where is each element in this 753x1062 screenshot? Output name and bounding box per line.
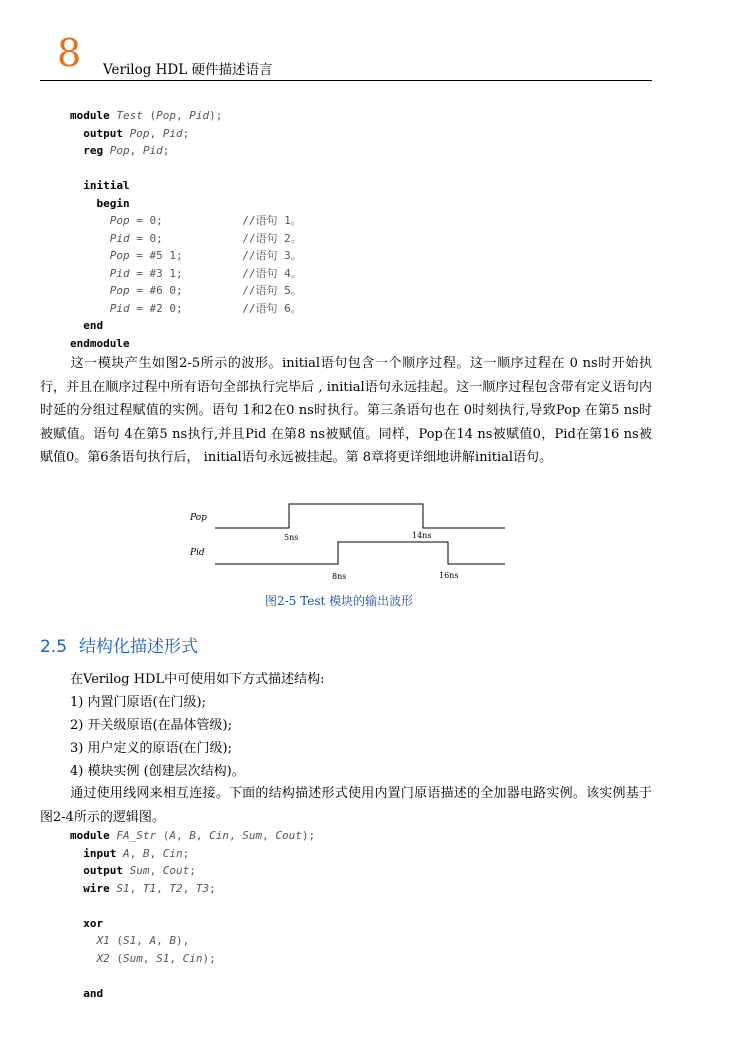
code-identifier: Pid xyxy=(109,266,130,280)
code-text: , xyxy=(136,934,150,947)
pid-waveform xyxy=(215,542,505,564)
code-text: ); xyxy=(209,109,223,122)
code-text: ; xyxy=(162,144,170,157)
code-identifier: Pop xyxy=(109,249,130,262)
code-text: , xyxy=(176,829,190,842)
code-text: , xyxy=(229,829,243,842)
waveform-figure xyxy=(185,496,515,586)
code-identifier: Pid xyxy=(189,109,210,122)
code-text: ( xyxy=(142,109,157,122)
code-identifier: A xyxy=(169,829,176,842)
code-text xyxy=(70,987,83,1000)
paragraph-test-description xyxy=(40,352,652,470)
code-identifier: T1 xyxy=(142,881,157,895)
code-identifier: Pid xyxy=(109,231,130,245)
code-identifier: Sum xyxy=(123,951,143,965)
waveform-diagram xyxy=(185,496,515,586)
code-text: , xyxy=(149,126,163,140)
code-line xyxy=(70,848,189,859)
code-line xyxy=(70,198,130,209)
code-text: , xyxy=(129,144,143,157)
code-text xyxy=(70,179,83,192)
code-text xyxy=(70,952,97,965)
code-text: , xyxy=(129,846,143,860)
section-number: 2.5 xyxy=(40,637,68,657)
code-text: , xyxy=(169,951,183,965)
code-identifier: Sum xyxy=(242,829,263,842)
code-text xyxy=(70,197,97,210)
code-text xyxy=(70,864,83,877)
code-line xyxy=(70,338,130,349)
code-text: ( xyxy=(109,951,123,965)
code-text xyxy=(70,249,110,262)
code-identifier: S1 xyxy=(156,951,170,965)
paragraph-text: 这一模块产生如图2-5所示的波形。initial语句包含一个顺序过程。这一顺序过程在 0 ns时开始执行，并且在顺序过程中所有语句全部执行完毕后 , initial语句永远挂起。这一顺序过程包含带有定义语句内时延的分组过程赋值的实例。语句 1和2在0 ns时执行。第三条语句也在 0时刻执行,导致Pop 在第5 ns时被赋值。语句 4在第5 ns执行,并且Pid 在第8 ns被赋值。同样，Pop在14 ns被赋值0，Pid在第16 ns被赋值0。第6条语句执行后， initial语句永远被挂起。第 8章将更详细地讲解initial语句。 xyxy=(40,356,652,466)
page-number: 8 xyxy=(57,31,82,75)
list-item: 3) 用户定义的原语(在门级); xyxy=(70,741,232,756)
code-text: = #2 0; xyxy=(129,301,243,315)
list-item: 2) 开关级原语(在晶体管级); xyxy=(70,718,232,733)
code-identifier: Pid xyxy=(162,126,183,140)
code-block-fa-str-module xyxy=(70,830,630,1010)
code-text: , xyxy=(149,864,163,877)
page-header xyxy=(0,0,753,90)
code-line xyxy=(70,250,302,261)
code-identifier: Cin xyxy=(162,846,183,860)
code-line xyxy=(70,935,189,946)
code-line xyxy=(70,285,302,296)
code-text xyxy=(70,847,83,860)
code-text: ), xyxy=(176,934,190,947)
code-text xyxy=(70,319,83,332)
list-item: 1) 内置门原语(在门级); xyxy=(70,695,206,710)
code-text xyxy=(70,267,110,280)
code-text xyxy=(70,934,97,947)
signal-label-pid: Pid xyxy=(190,548,205,558)
code-keyword: and xyxy=(83,986,104,1000)
code-identifier: S1 xyxy=(116,881,130,895)
code-identifier: B xyxy=(169,934,176,947)
code-text: ( xyxy=(109,934,123,947)
code-text: = #3 1; xyxy=(129,266,243,280)
code-line xyxy=(70,110,222,121)
code-line xyxy=(70,303,302,314)
code-identifier: Pop xyxy=(156,109,176,122)
code-text xyxy=(70,127,83,140)
paragraph-text: 通过使用线网来相互连接。下面的结构描述形式使用内置门原语描述的全加器电路实例。该实例基于图2-4所示的逻辑图。 xyxy=(40,786,652,825)
code-text: , xyxy=(195,829,210,842)
header-rule xyxy=(40,80,652,81)
code-identifier: T3 xyxy=(195,881,210,895)
code-text: , xyxy=(156,881,170,895)
code-identifier: Pop xyxy=(129,126,150,140)
code-line xyxy=(70,865,196,876)
code-identifier: Pop xyxy=(109,144,130,157)
code-comment: //语句 4。 xyxy=(242,266,302,280)
code-text xyxy=(123,127,130,140)
code-text xyxy=(70,917,83,930)
code-identifier: A xyxy=(149,934,157,947)
code-line xyxy=(70,215,302,226)
code-keyword: begin xyxy=(96,196,130,210)
code-text xyxy=(70,232,110,245)
code-text xyxy=(70,284,110,297)
time-label-8ns: 8ns xyxy=(332,572,347,581)
code-comment: //语句 5。 xyxy=(242,284,302,297)
code-text xyxy=(70,144,83,157)
code-text xyxy=(103,144,110,157)
code-identifier: Pop xyxy=(109,284,130,297)
code-identifier: Pop xyxy=(109,214,130,227)
code-text: = 0; xyxy=(129,214,243,227)
code-identifier: Test xyxy=(116,109,143,122)
code-keyword: xor xyxy=(83,916,104,930)
code-keyword: input xyxy=(83,846,117,860)
code-line xyxy=(70,883,216,894)
code-text: , xyxy=(142,951,157,965)
code-identifier: B xyxy=(142,846,150,860)
structure-intro: 在Verilog HDL中可使用如下方式描述结构: xyxy=(70,672,325,687)
code-identifier: Cin xyxy=(209,829,229,842)
code-keyword: module xyxy=(70,829,110,842)
paragraph-full-adder-intro xyxy=(40,782,652,829)
code-line xyxy=(70,180,130,191)
code-line xyxy=(70,145,169,156)
code-text: = #6 0; xyxy=(129,284,243,297)
code-line xyxy=(70,233,302,244)
code-text: = #5 1; xyxy=(129,249,243,262)
code-comment: //语句 2。 xyxy=(242,231,302,245)
signal-label-pop: Pop xyxy=(190,513,207,523)
code-keyword: initial xyxy=(83,179,130,192)
code-text: ; xyxy=(182,126,190,140)
code-keyword: end xyxy=(83,319,104,332)
code-identifier: Cout xyxy=(275,829,302,842)
code-text: = 0; xyxy=(129,231,243,245)
section-title: 结构化描述形式 xyxy=(79,637,199,657)
figure-caption: 图2-5 Test 模块的输出波形 xyxy=(265,594,414,608)
time-label-14ns: 14ns xyxy=(412,531,432,540)
code-text: ); xyxy=(202,951,216,965)
code-identifier: T2 xyxy=(169,881,183,895)
code-keyword: wire xyxy=(83,881,110,895)
code-keyword: reg xyxy=(83,144,104,157)
code-identifier: Cout xyxy=(162,864,190,877)
code-identifier: S1 xyxy=(123,934,137,947)
code-line xyxy=(70,320,103,331)
code-identifier: Sum xyxy=(129,864,150,877)
code-identifier: FA_Str xyxy=(116,829,157,842)
list-item: 4) 模块实例 (创建层次结构)。 xyxy=(70,764,245,779)
code-line xyxy=(70,918,103,929)
code-text: , xyxy=(176,109,190,122)
time-label-5ns: 5ns xyxy=(284,533,299,542)
code-line xyxy=(70,988,103,999)
code-text xyxy=(70,302,110,315)
code-text: ; xyxy=(182,846,190,860)
code-text: ); xyxy=(301,829,316,842)
code-identifier: X2 xyxy=(96,951,110,965)
code-line xyxy=(70,128,189,139)
code-text: ; xyxy=(209,881,216,895)
code-identifier: X1 xyxy=(96,934,110,947)
code-keyword: output xyxy=(83,864,123,877)
code-comment: //语句 6。 xyxy=(242,301,302,315)
code-text xyxy=(70,882,83,895)
book-title: Verilog HDL 硬件描述语言 xyxy=(103,62,273,78)
code-keyword: output xyxy=(83,126,123,140)
code-keyword: endmodule xyxy=(70,336,130,350)
code-block-test-module xyxy=(70,110,630,350)
code-text: , xyxy=(156,934,170,947)
code-identifier: B xyxy=(189,829,196,842)
time-label-16ns: 16ns xyxy=(439,571,459,580)
code-identifier: Pid xyxy=(109,301,130,315)
code-identifier: A xyxy=(123,846,130,860)
code-text: ( xyxy=(156,829,170,842)
code-text xyxy=(70,214,110,227)
code-text: ; xyxy=(189,864,196,877)
code-comment: //语句 3。 xyxy=(242,249,302,262)
code-text xyxy=(123,864,130,877)
code-text: , xyxy=(182,881,196,895)
code-keyword: module xyxy=(70,109,110,122)
code-text: , xyxy=(262,829,276,842)
code-line xyxy=(70,953,216,964)
code-identifier: Pid xyxy=(142,144,163,157)
code-text: , xyxy=(149,846,163,860)
section-heading xyxy=(40,632,198,657)
pop-waveform xyxy=(215,504,505,528)
code-line xyxy=(70,830,315,841)
code-text: , xyxy=(129,881,143,895)
code-line xyxy=(70,268,302,279)
code-comment: //语句 1。 xyxy=(242,214,302,227)
code-identifier: Cin xyxy=(182,951,203,965)
code-text xyxy=(116,847,123,860)
